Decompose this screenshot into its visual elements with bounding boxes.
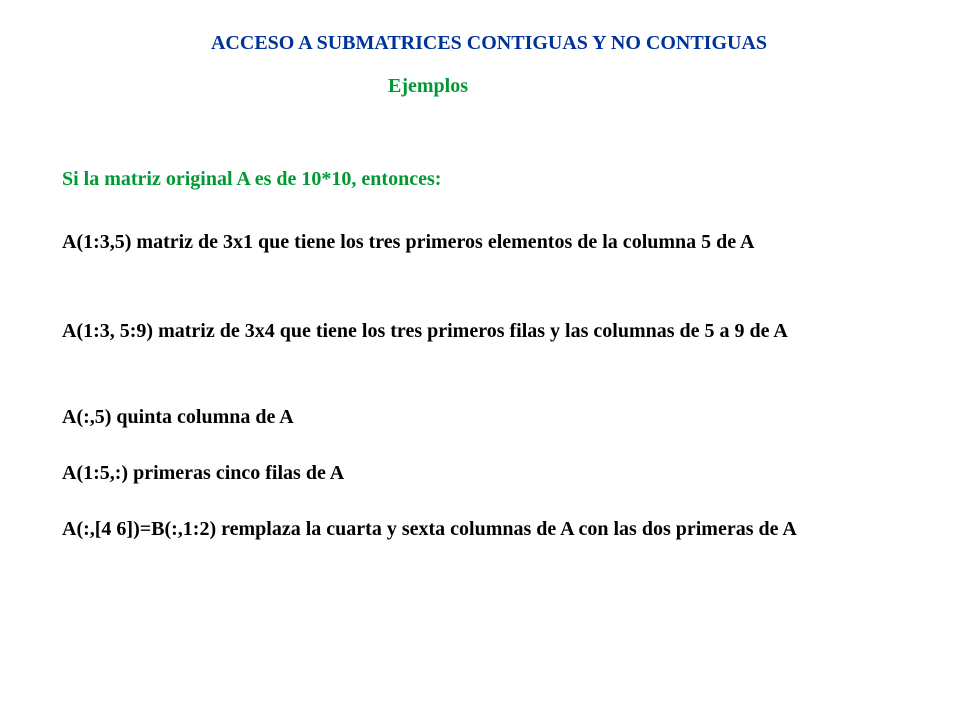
example-replace-columns: A(:,[4 6])=B(:,1:2) remplaza la cuarta y sexta columnas de A con las dos primeras de A [62,518,797,540]
example-submatrix-column: A(1:3,5) matriz de 3x1 que tiene los tres primeros elementos de la columna 5 de A [62,231,755,253]
intro-text: Si la matriz original A es de 10*10, entonces: [62,168,442,190]
example-first-five-rows: A(1:5,:) primeras cinco filas de A [62,462,345,484]
slide-subtitle: Ejemplos [388,75,468,97]
example-submatrix-block: A(1:3, 5:9) matriz de 3x4 que tiene los tres primeros filas y las columnas de 5 a 9 de A [62,320,788,342]
example-fifth-column: A(:,5) quinta columna de A [62,406,294,428]
slide-title: ACCESO A SUBMATRICES CONTIGUAS Y NO CONTIGUAS [210,32,768,54]
